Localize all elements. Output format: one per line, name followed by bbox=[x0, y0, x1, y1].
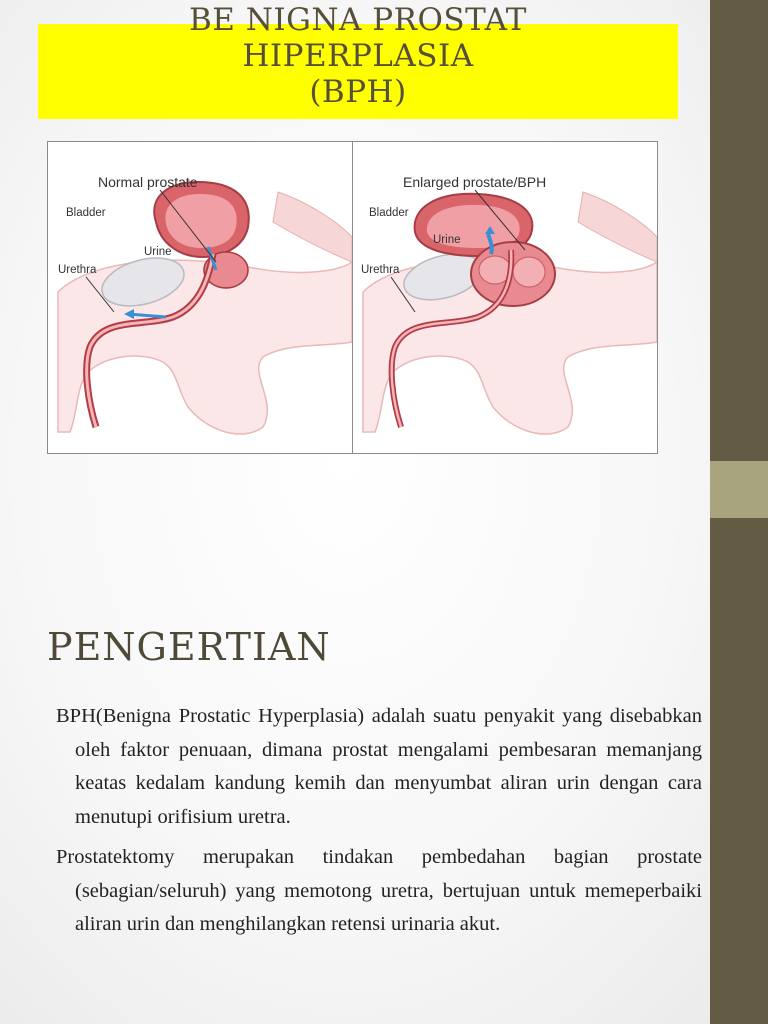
urine-label-left: Urine bbox=[144, 246, 172, 258]
paragraph-bph-definition: BPH(Benigna Prostatic Hyperplasia) adalah suatu penyakit yang disebabkan oleh faktor penuaan, dimana prostat mengalami pembesaran memanjang keatas kedalam kandung kemih dan menyumbat aliran urin dengan cara menutupi orifisium uretra. bbox=[56, 705, 702, 828]
prostate-comparison-figure bbox=[47, 141, 658, 454]
normal-prostate-panel bbox=[48, 142, 353, 453]
sidebar-accent-block bbox=[710, 461, 768, 518]
normal-prostate-label: Normal prostate bbox=[98, 174, 198, 190]
section-heading: PENGERTIAN bbox=[47, 625, 331, 669]
slide-title-line-1: BE NIGNA PROSTAT bbox=[189, 2, 527, 38]
paragraph-prostatectomy: Prostatektomy merupakan tindakan pembedahan bagian prostate (sebagian/seluruh) yang memotong uretra, bertujuan untuk memeperbaiki aliran urin dan menghilangkan retensi urinaria akut. bbox=[56, 846, 702, 935]
slide-title bbox=[38, 0, 678, 137]
bladder-label-right: Bladder bbox=[369, 207, 409, 219]
slide-title-line-2: HIPERPLASIA bbox=[242, 38, 474, 74]
urethra-label-left: Urethra bbox=[58, 264, 97, 276]
slide-title-line-3: (BPH) bbox=[309, 74, 407, 110]
urethra-label-right: Urethra bbox=[361, 264, 400, 276]
normal-prostate-illustration bbox=[48, 142, 352, 453]
bladder-label-left: Bladder bbox=[66, 207, 106, 219]
urine-label-right: Urine bbox=[433, 234, 461, 246]
enlarged-prostate-panel bbox=[353, 142, 657, 453]
enlarged-prostate-label: Enlarged prostate/BPH bbox=[403, 174, 547, 190]
